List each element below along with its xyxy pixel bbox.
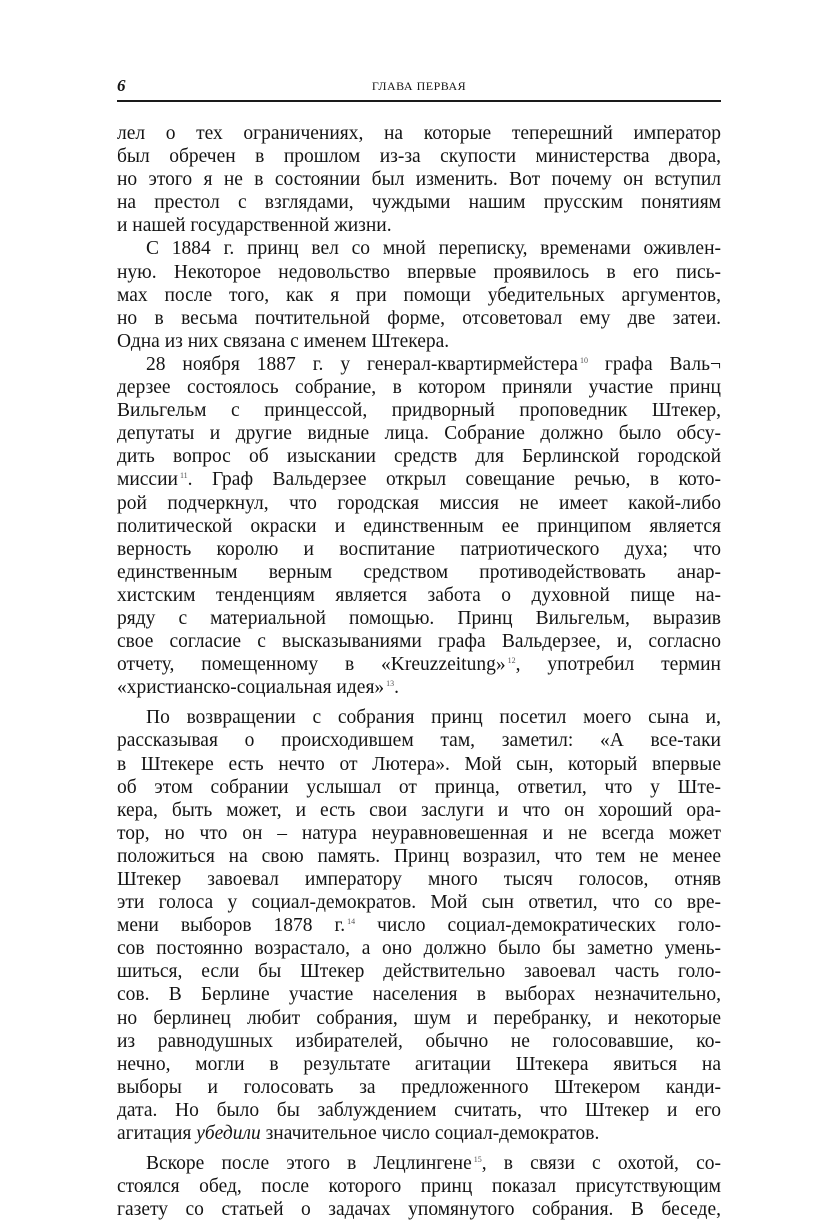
text-line-continuation: значительное число социал-демократов. [260, 1123, 600, 1145]
text-line-content: мах после того, как я при помощи убедительных аргументов, [117, 284, 721, 306]
text-line [117, 376, 721, 399]
text-line [117, 1099, 721, 1122]
text-line [117, 983, 721, 1006]
text-line-content: хистским тенденциям является забота о духовной пище на- [117, 584, 721, 606]
text-line [117, 1007, 721, 1030]
footnote-ref[interactable]: 15 [473, 1155, 482, 1165]
text-line [117, 1175, 721, 1198]
text-line [117, 468, 721, 491]
text-line-content: был обречен в прошлом из-за скупости министерства двора, [117, 146, 721, 168]
text-line-content: верность королю и воспитание патриотического духа; что [117, 538, 721, 560]
text-line-content: лел о тех ограничениях, на которые теперешний император [117, 123, 721, 144]
text-line [117, 307, 721, 330]
text-line-content: свое согласие с высказываниями графа Вальдерзее, и, согласно [117, 631, 721, 653]
text-line [117, 753, 721, 776]
footnote-ref[interactable]: 13 [386, 679, 395, 689]
text-line [117, 868, 721, 891]
text-line [117, 914, 721, 937]
text-line-content: рой подчеркнул, что городская миссия не имеет какой-либо [117, 492, 721, 514]
text-line-continuation: графа Валь¬ [587, 353, 721, 375]
header-rule [117, 100, 721, 102]
text-line [117, 422, 721, 445]
text-line-continuation: , употребил термин [515, 654, 721, 676]
text-line-content: газету со статьей о задачах упомянутого собрания. В беседе, [117, 1199, 721, 1221]
text-line [117, 445, 721, 468]
text-line-content: агитация [117, 1123, 197, 1145]
text-line-content: ную. Некоторое недовольство впервые проявилось в его пись- [117, 261, 721, 283]
text-line [117, 399, 721, 422]
text-line-content: Одна из них связана с именем Штекера. [117, 330, 450, 352]
text-line-content: депутаты и другие видные лица. Собрание должно было обсу- [117, 423, 721, 445]
text-line-content: нечно, могли в результате агитации Штекера явиться на [117, 1053, 721, 1075]
text-line [117, 561, 721, 584]
text-line [117, 538, 721, 561]
text-line [117, 706, 721, 729]
text-line-content: По возвращении с собрания принц посетил моего сына и, [146, 707, 721, 729]
text-line-content: в Штекере есть нечто от Лютера». Мой сын, который впервые [117, 753, 721, 775]
text-line-content: мени выборов 1878 г. [117, 915, 346, 937]
text-line-content: миссии [117, 469, 178, 491]
text-line-content: эти голоса у социал-демократов. Мой сын ответил, что со вре- [117, 892, 721, 914]
footnote-ref[interactable]: 12 [507, 656, 516, 666]
text-line-content: дата. Но было бы заблуждением считать, что Штекер и его [117, 1099, 721, 1121]
text-line-content: дить вопрос об изыскании средств для Берлинской городской [117, 446, 721, 468]
text-line [117, 822, 721, 845]
text-line-content: из равнодушных избирателей, обычно не голосовавшие, ко- [117, 1030, 721, 1052]
text-line-continuation: число социал-демократических голо- [355, 915, 721, 937]
text-line [117, 284, 721, 307]
text-line [117, 937, 721, 960]
text-line [117, 122, 721, 145]
text-line [117, 191, 721, 214]
text-line-continuation: . [394, 677, 400, 699]
text-line [117, 729, 721, 752]
text-line [117, 214, 721, 237]
body-text [117, 122, 721, 1221]
text-line-content: но в весьма почтительной форме, отсоветовал ему две затеи. [117, 307, 721, 329]
text-line-content: но этого я не в состоянии был изменить. Вот почему он вступил [117, 169, 721, 191]
paragraph-gap [117, 699, 721, 706]
text-line-content: тор, но что он – натура неуравновешенная и не всегда может [117, 822, 721, 844]
text-line [117, 630, 721, 653]
text-line [117, 353, 721, 376]
text-line-content: единственным верным средством противодействовать анар- [117, 561, 721, 583]
text-line [117, 1030, 721, 1053]
text-line-content: об этом собрании услышал от принца, ответил, что у Ште- [117, 776, 721, 798]
text-line [117, 845, 721, 868]
text-line-content: Вильгельм с принцессой, придворный проповедник Штекер, [117, 400, 721, 422]
text-line-content: Вскоре после этого в Лецлингене [146, 1153, 472, 1175]
text-line [117, 492, 721, 515]
text-line-content: С 1884 г. принц вел со мной переписку, временами оживлен- [146, 238, 721, 260]
text-line-content: на престол с взглядами, чуждыми нашим прусским понятиям [117, 192, 721, 214]
text-line [117, 676, 721, 699]
text-line-content: сов постоянно возрастало, а оно должно было бы заметно умень- [117, 938, 721, 960]
text-line [117, 168, 721, 191]
text-line-content: Штекер завоевал императору много тысяч голосов, отняв [117, 869, 721, 890]
text-line-content: кера, быть может, и есть свои заслуги и что он хороший ора- [117, 799, 721, 821]
text-line [117, 261, 721, 284]
text-line [117, 653, 721, 676]
footnote-ref[interactable]: 14 [347, 917, 356, 927]
text-line [117, 1076, 721, 1099]
footnote-ref[interactable]: 10 [579, 355, 588, 365]
text-line [117, 1152, 721, 1175]
text-line-content: политической окраски и единственным ее принципом является [117, 515, 721, 537]
text-line-content: «христианско-социальная идея» [117, 677, 385, 699]
text-line-content: выборы и голосовать за предложенного Штекером канди- [117, 1076, 721, 1098]
text-line-content: но берлинец любит собрания, шум и перебранку, и некоторые [117, 1007, 721, 1029]
text-line-content: отчету, помещенному в «Kreuzzeitung» [117, 654, 506, 676]
text-line [117, 1198, 721, 1221]
footnote-ref[interactable]: 11 [179, 471, 188, 481]
text-line-content: дерзее состоялось собрание, в котором приняли участие принц [117, 377, 721, 399]
running-title: ГЛАВА ПЕРВАЯ [371, 79, 467, 93]
text-line-continuation: . Граф Вальдерзее открыл совещание речью, в кото- [187, 469, 721, 491]
text-line [117, 1122, 721, 1145]
page-number: 6 [117, 76, 126, 95]
text-line [117, 1053, 721, 1076]
text-line-content: ряду с материальной помощью. Принц Вильгельм, выразив [117, 607, 721, 629]
text-line-content: сов. В Берлине участие населения в выборах незначительно, [117, 984, 721, 1006]
text-line-content: 28 ноября 1887 г. у генерал-квартирмейстера [146, 353, 578, 375]
text-line [117, 607, 721, 630]
text-line [117, 145, 721, 168]
text-line-content: шиться, если бы Штекер действительно завоевал часть голо- [117, 961, 721, 983]
text-line-content: стоялся обед, после которого принц показал присутствующим [117, 1176, 721, 1198]
page-header [117, 76, 721, 98]
text-line [117, 891, 721, 914]
text-line [117, 584, 721, 607]
text-line [117, 330, 721, 353]
text-line-content: рассказывая о происходившем там, заметил: «А все-таки [117, 730, 721, 752]
text-line-continuation: , в связи с охотой, со- [481, 1153, 721, 1175]
text-line [117, 515, 721, 538]
text-line [117, 960, 721, 983]
text-line [117, 776, 721, 799]
text-line-content: и нашей государственной жизни. [117, 215, 392, 237]
paragraph-gap [117, 1145, 721, 1152]
text-line-content: положиться на свою память. Принц возразил, что тем не менее [117, 845, 721, 867]
text-line [117, 237, 721, 260]
italic-word: убедили [196, 1123, 261, 1145]
text-line [117, 799, 721, 822]
